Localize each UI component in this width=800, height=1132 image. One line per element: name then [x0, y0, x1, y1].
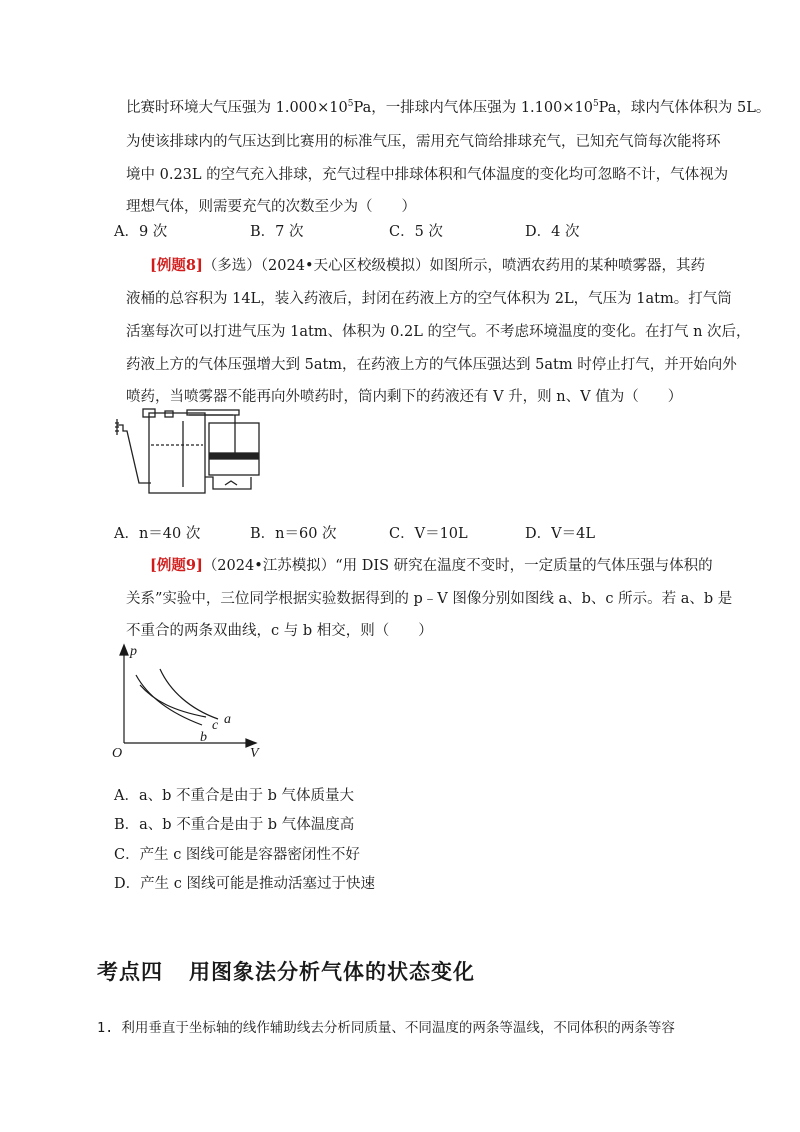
problem8-line3: 活塞每次可以打进气压为 1atm、体积为 0.2L 的空气。不考虑环境温度的变化。在打气 n 次后，	[126, 324, 751, 340]
curve-c-label: c	[212, 718, 219, 733]
curve-b	[136, 675, 202, 725]
problem9-line1: [例题9]（2024•江苏模拟）“用 DIS 研究在温度不变时，一定质量的气体压强与体积的	[150, 557, 713, 574]
problem8-option-b: B．n＝60 次	[250, 526, 337, 542]
problem8-option-c: C．V＝10L	[389, 526, 468, 542]
example-tag: [例题9]	[150, 557, 203, 574]
problem8-line2: 液桶的总容积为 14L，装入药液后，封闭在药液上方的空气体积为 2L，气压为 1atm。打气筒	[126, 291, 732, 307]
problem8-line5: 喷药，当喷雾器不能再向外喷药时，筒内剩下的药液还有 V 升，则 n、V 值为（ ）	[126, 389, 683, 405]
problem7-line1: 比赛时环境大气压强为 $1.000\times 10^5Pa$，一排球内气体压强为 $1.100\times 10^5Pa$，球内气体体积为 5L。	[126, 99, 771, 116]
problem7-option-b: B．7 次	[250, 224, 304, 240]
pv-graph	[110, 643, 270, 761]
example-tag: [例题8]	[150, 257, 203, 274]
problem7-option-d: D．4 次	[525, 224, 580, 240]
y-axis-arrow	[120, 645, 128, 655]
problem8-option-d: D．V＝4L	[525, 526, 595, 542]
problem8-line1: [例题8]（多选）（2024•天心区校级模拟）如图所示，喷洒农药用的某种喷雾器，其药	[150, 257, 706, 274]
point-1: 1. 利用垂直于坐标轴的线作辅助线去分析同质量、不同温度的两条等温线，不同体积的两条等容	[97, 1020, 675, 1036]
problem7-option-c: C．5 次	[389, 224, 443, 240]
curve-a	[160, 669, 218, 719]
problem7-option-a: A．9 次	[114, 224, 168, 240]
problem9-option-c: C．产生 c 图线可能是容器密闭性不好	[114, 847, 360, 863]
problem8-option-a: A．n＝40 次	[114, 526, 201, 542]
problem7-line3: 境中 0.23L 的空气充入排球，充气过程中排球体积和气体温度的变化均可忽略不计，气体视为	[126, 167, 729, 183]
problem9-option-a: A．a、b 不重合是由于 b 气体质量大	[114, 788, 355, 804]
problem8-line4: 药液上方的气体压强增大到 5atm，在药液上方的气体压强达到 5atm 时停止打气，并开始向外	[126, 357, 737, 373]
problem9-option-d: D．产生 c 图线可能是推动活塞过于快速	[114, 876, 375, 892]
section-heading	[97, 956, 475, 986]
problem9-line2: 关系”实验中，三位同学根据实验数据得到的 p﹣V 图像分别如图线 a、b、c 所示。若 a、b 是	[126, 591, 733, 607]
problem9-option-b: B．a、b 不重合是由于 b 气体温度高	[114, 817, 355, 833]
y-axis-label: p	[130, 644, 137, 659]
problem7-line2: 为使该排球内的气压达到比赛用的标准气压，需用充气筒给排球充气，已知充气筒每次能将环	[126, 134, 721, 150]
curve-b-label: b	[200, 730, 207, 745]
problem9-line3: 不重合的两条双曲线，c 与 b 相交，则（ ）	[126, 623, 433, 639]
section-number: 考点四	[97, 960, 163, 984]
section-title: 用图象法分析气体的状态变化	[189, 960, 475, 984]
origin-label: O	[112, 746, 123, 761]
sprayer-figure	[113, 405, 263, 495]
x-axis-label: V	[250, 746, 259, 761]
curve-a-label: a	[224, 712, 231, 727]
problem7-line4: 理想气体，则需要充气的次数至少为（ ）	[126, 199, 416, 215]
